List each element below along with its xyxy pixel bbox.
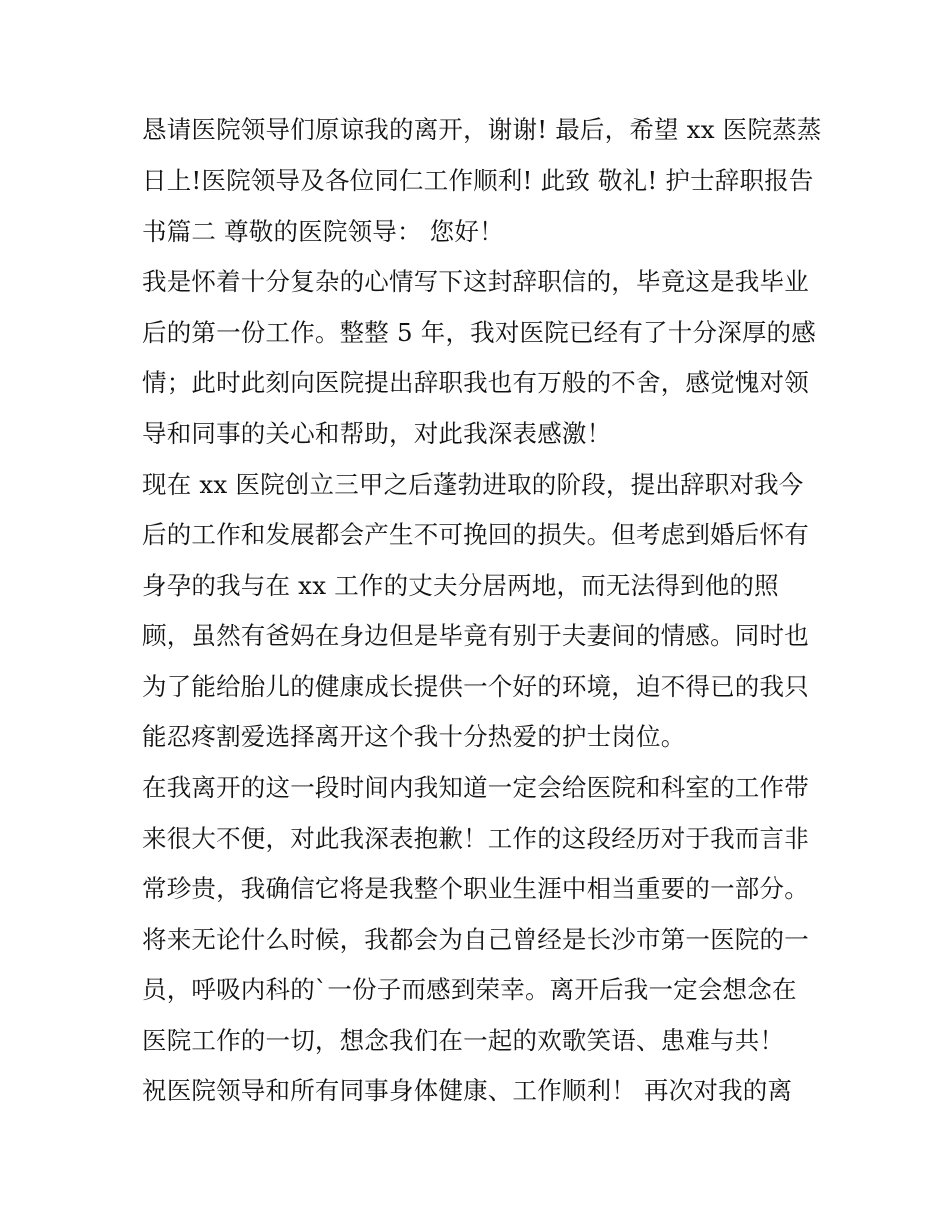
text-line: 恳请医院领导们原谅我的离开，谢谢! 最后，希望 xx 医院蒸蒸 [142,115,822,144]
text-line: 我是怀着十分复杂的心情写下这封辞职信的，毕竟这是我毕业 [142,267,809,296]
text-line: 将来无论什么时候，我都会为自己曾经是长沙市第一医院的一 [142,925,809,954]
text-line: 医院工作的一切，想念我们在一起的欢歌笑语、患难与共！ [142,1026,785,1055]
text-line: 后的第一份工作。整整 5 年，我对医院已经有了十分深厚的感 [142,318,816,347]
text-line: 祝医院领导和所有同事身体健康、工作顺利！ 再次对我的离 [142,1076,793,1105]
text-line: 现在 xx 医院创立三甲之后蓬勃进取的阶段，提出辞职对我今 [142,470,804,499]
text-line: 情；此时此刻向医院提出辞职我也有万般的不舍，感觉愧对领 [142,368,809,397]
text-line: 为了能给胎儿的健康成长提供一个好的环境，迫不得已的我只 [142,672,809,701]
text-line: 常珍贵，我确信它将是我整个职业生涯中相当重要的一部分。 [142,874,809,903]
text-line: 后的工作和发展都会产生不可挽回的损失。但考虑到婚后怀有 [142,520,809,549]
text-line: 顾，虽然有爸妈在身边但是毕竟有别于夫妻间的情感。同时也 [142,621,809,650]
text-line: 导和同事的关心和帮助，对此我深表感激！ [142,419,612,448]
text-line: 在我离开的这一段时间内我知道一定会给医院和科室的工作带 [142,773,809,802]
text-line: 身孕的我与在 xx 工作的丈夫分居两地，而无法得到他的照 [142,571,779,600]
text-line: 来很大不便，对此我深表抱歉！工作的这段经历对于我而言非 [142,824,809,853]
text-line: 能忍疼割爱选择离开这个我十分热爱的护士岗位。 [142,722,686,751]
text-line: 员，呼吸内科的`一份子而感到荣幸。离开后我一定会想念在 [142,975,797,1004]
text-line: 日上!医院领导及各位同仁工作顺利! 此致 敬礼! 护士辞职报告 [142,166,814,195]
text-line: 书篇二 尊敬的医院领导： 您好！ [142,217,504,246]
